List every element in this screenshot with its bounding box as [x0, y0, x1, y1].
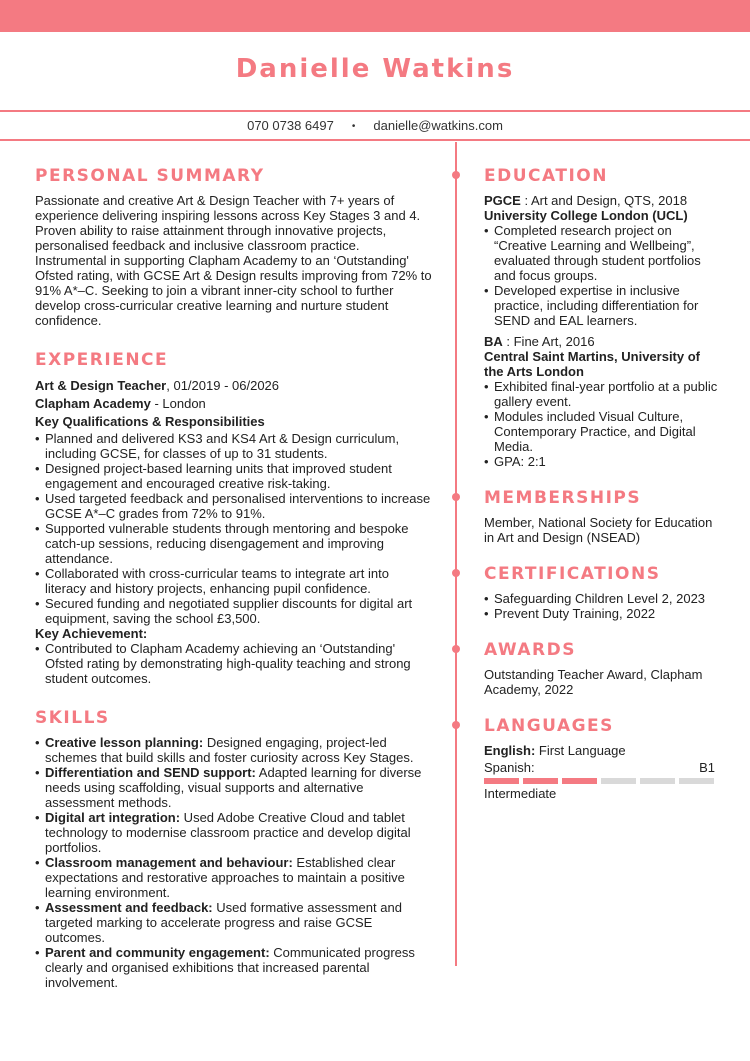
- membership-text: Member, National Society for Education in Art and Design (NSEAD): [484, 515, 713, 545]
- timeline-dot-certifications: [452, 569, 460, 577]
- skill-desc: Established clear expectations and restorative approaches to maintain a positive learning environment.: [45, 855, 405, 900]
- education-section: [484, 164, 720, 469]
- level-bar-empty: [601, 778, 636, 784]
- language-level: Intermediate: [484, 786, 557, 801]
- contact-separator: •: [351, 121, 356, 133]
- education-bullets: [484, 223, 720, 328]
- header-rule-bottom: [0, 139, 750, 141]
- summary-text: Passionate and creative Art & Design Teacher with 7+ years of experience delivering inspiring lessons across Key Stages 3 and 4. Proven ability to raise attainment through innovative projects, personalised feedback and inclusive classroom practice. Instrumental in supporting Clapham Academy to an ‘Outstanding' Ofsted rating, with GCSE Art & Design results improving from 72% to 91% A*–C. Seeking to join a vibrant inner-city school to further develop cross-curricular creative learning and nurture student confidence.: [35, 193, 432, 328]
- top-accent-bar: [0, 0, 750, 32]
- degree-line: [484, 334, 720, 349]
- language-code: B1: [699, 760, 715, 775]
- school-name: Central Saint Martins, University of the Arts London: [484, 349, 700, 379]
- level-bar-empty: [679, 778, 714, 784]
- column-divider: [455, 142, 457, 966]
- list-item: • Planned and delivered KS3 and KS4 Art & Design curriculum, including GCSE, for classes of up to 31 students.: [35, 431, 433, 461]
- skill-name: Digital art integration:: [45, 810, 181, 825]
- list-item: • Modules included Visual Culture, Contemporary Practice, and Digital Media.: [484, 409, 720, 454]
- certifications-list: [484, 591, 720, 621]
- header-rule-top: [0, 110, 750, 112]
- languages-section: [484, 714, 715, 801]
- language-level-bars: [484, 778, 715, 784]
- responsibilities-list: [35, 431, 433, 626]
- section-heading: AWARDS: [484, 640, 576, 660]
- job-dates: , 01/2019 - 06/2026: [166, 378, 280, 393]
- list-item: • Safeguarding Children Level 2, 2023: [484, 591, 720, 606]
- skill-desc: Designed engaging, project-led schemes that build skills and foster curiosity across Key Stages.: [45, 735, 414, 765]
- skill-item: [35, 810, 433, 855]
- skill-name: Creative lesson planning:: [45, 735, 204, 750]
- language-name: English:: [484, 743, 536, 758]
- native-language: [484, 743, 715, 758]
- list-item: • Supported vulnerable students through mentoring and bespoke catch-up sessions, reducing disengagement and improving attendance.: [35, 521, 433, 566]
- skill-desc: Used Adobe Creative Cloud and tablet technology to modernise classroom practice and develop digital portfolios.: [45, 810, 411, 855]
- experience-section: [35, 348, 433, 686]
- school-name: University College London (UCL): [484, 208, 688, 223]
- section-heading: EXPERIENCE: [35, 350, 169, 370]
- section-heading: MEMBERSHIPS: [484, 488, 642, 508]
- achievement-heading: Key Achievement:: [35, 626, 148, 641]
- award-text: Outstanding Teacher Award, Clapham Academy, 2022: [484, 667, 703, 697]
- list-item: • Developed expertise in inclusive practice, including differentiation for SEND and EAL learners.: [484, 283, 720, 328]
- degree-line: [484, 193, 720, 208]
- timeline-dot-languages: [452, 721, 460, 729]
- skill-item: [35, 855, 433, 900]
- degree-detail: : Fine Art, 2016: [502, 334, 595, 349]
- timeline-dot-awards: [452, 645, 460, 653]
- level-bar-empty: [640, 778, 675, 784]
- list-item: • Designed project-based learning units that improved student engagement and encouraged creative risk-taking.: [35, 461, 433, 491]
- level-bar-filled: [523, 778, 558, 784]
- degree-name: PGCE: [484, 193, 521, 208]
- skill-item: [35, 735, 433, 765]
- degree-name: BA: [484, 334, 503, 349]
- list-item: • Contributed to Clapham Academy achieving an ‘Outstanding' Ofsted rating by demonstrating high-quality teaching and strong student outcomes.: [35, 641, 433, 686]
- candidate-name: Danielle Watkins: [235, 54, 515, 84]
- job-role: Art & Design Teacher: [35, 378, 167, 393]
- skill-item: [35, 945, 433, 990]
- section-heading: SKILLS: [35, 708, 110, 728]
- employer-location: - London: [150, 396, 206, 411]
- skill-name: Assessment and feedback:: [45, 900, 213, 915]
- email-address: danielle@watkins.com: [373, 118, 503, 133]
- section-heading: CERTIFICATIONS: [484, 564, 661, 584]
- memberships-section: [484, 486, 720, 545]
- list-item: • Secured funding and negotiated supplier discounts for digital art equipment, saving the school £3,500.: [35, 596, 433, 626]
- skill-item: [35, 765, 433, 810]
- skill-name: Differentiation and SEND support:: [45, 765, 256, 780]
- skill-item: [35, 900, 433, 945]
- phone-number: 070 0738 6497: [247, 118, 334, 133]
- awards-section: [484, 638, 720, 697]
- section-heading: EDUCATION: [484, 166, 608, 186]
- achievement-list: [35, 641, 433, 686]
- contact-line: [0, 118, 750, 133]
- skill-desc: Communicated progress clearly and organised exhibitions that increased parental involvement.: [45, 945, 415, 990]
- list-item: • Exhibited final-year portfolio at a public gallery event.: [484, 379, 720, 409]
- list-item: • Used targeted feedback and personalised interventions to increase GCSE A*–C grades from 72% to 91%.: [35, 491, 433, 521]
- level-bar-filled: [562, 778, 597, 784]
- list-item: • Collaborated with cross-curricular teams to integrate art into literacy and history projects, enhancing pupil confidence.: [35, 566, 433, 596]
- language-level: First Language: [535, 743, 626, 758]
- skills-section: [35, 706, 433, 990]
- education-bullets: [484, 379, 720, 469]
- right-column: [484, 164, 720, 801]
- list-item: • GPA: 2:1: [484, 454, 720, 469]
- skill-desc: Used formative assessment and targeted marking to accelerate progress and raise GCSE outcomes.: [45, 900, 402, 945]
- section-heading: PERSONAL SUMMARY: [35, 166, 265, 186]
- spanish-language-row: [484, 760, 715, 775]
- section-heading: LANGUAGES: [484, 716, 614, 736]
- language-name: Spanish:: [484, 760, 535, 775]
- skill-desc: Adapted learning for diverse needs using scaffolding, visual supports and alternative assessment methods.: [45, 765, 422, 810]
- list-item: • Completed research project on “Creative Learning and Wellbeing”, evaluated through student portfolios and focus groups.: [484, 223, 720, 283]
- timeline-dot-memberships: [452, 493, 460, 501]
- employer-name: Clapham Academy: [35, 396, 151, 411]
- skill-name: Classroom management and behaviour:: [45, 855, 293, 870]
- employer-line: [35, 395, 433, 413]
- job-title-line: [35, 377, 433, 395]
- left-column: [35, 164, 433, 990]
- timeline-dot-education: [452, 171, 460, 179]
- level-bar-filled: [484, 778, 519, 784]
- responsibilities-heading: Key Qualifications & Responsibilities: [35, 414, 265, 429]
- skills-list: [35, 735, 433, 990]
- skill-name: Parent and community engagement:: [45, 945, 270, 960]
- personal-summary-section: [35, 164, 433, 328]
- degree-detail: : Art and Design, QTS, 2018: [520, 193, 688, 208]
- certifications-section: [484, 562, 720, 621]
- list-item: • Prevent Duty Training, 2022: [484, 606, 720, 621]
